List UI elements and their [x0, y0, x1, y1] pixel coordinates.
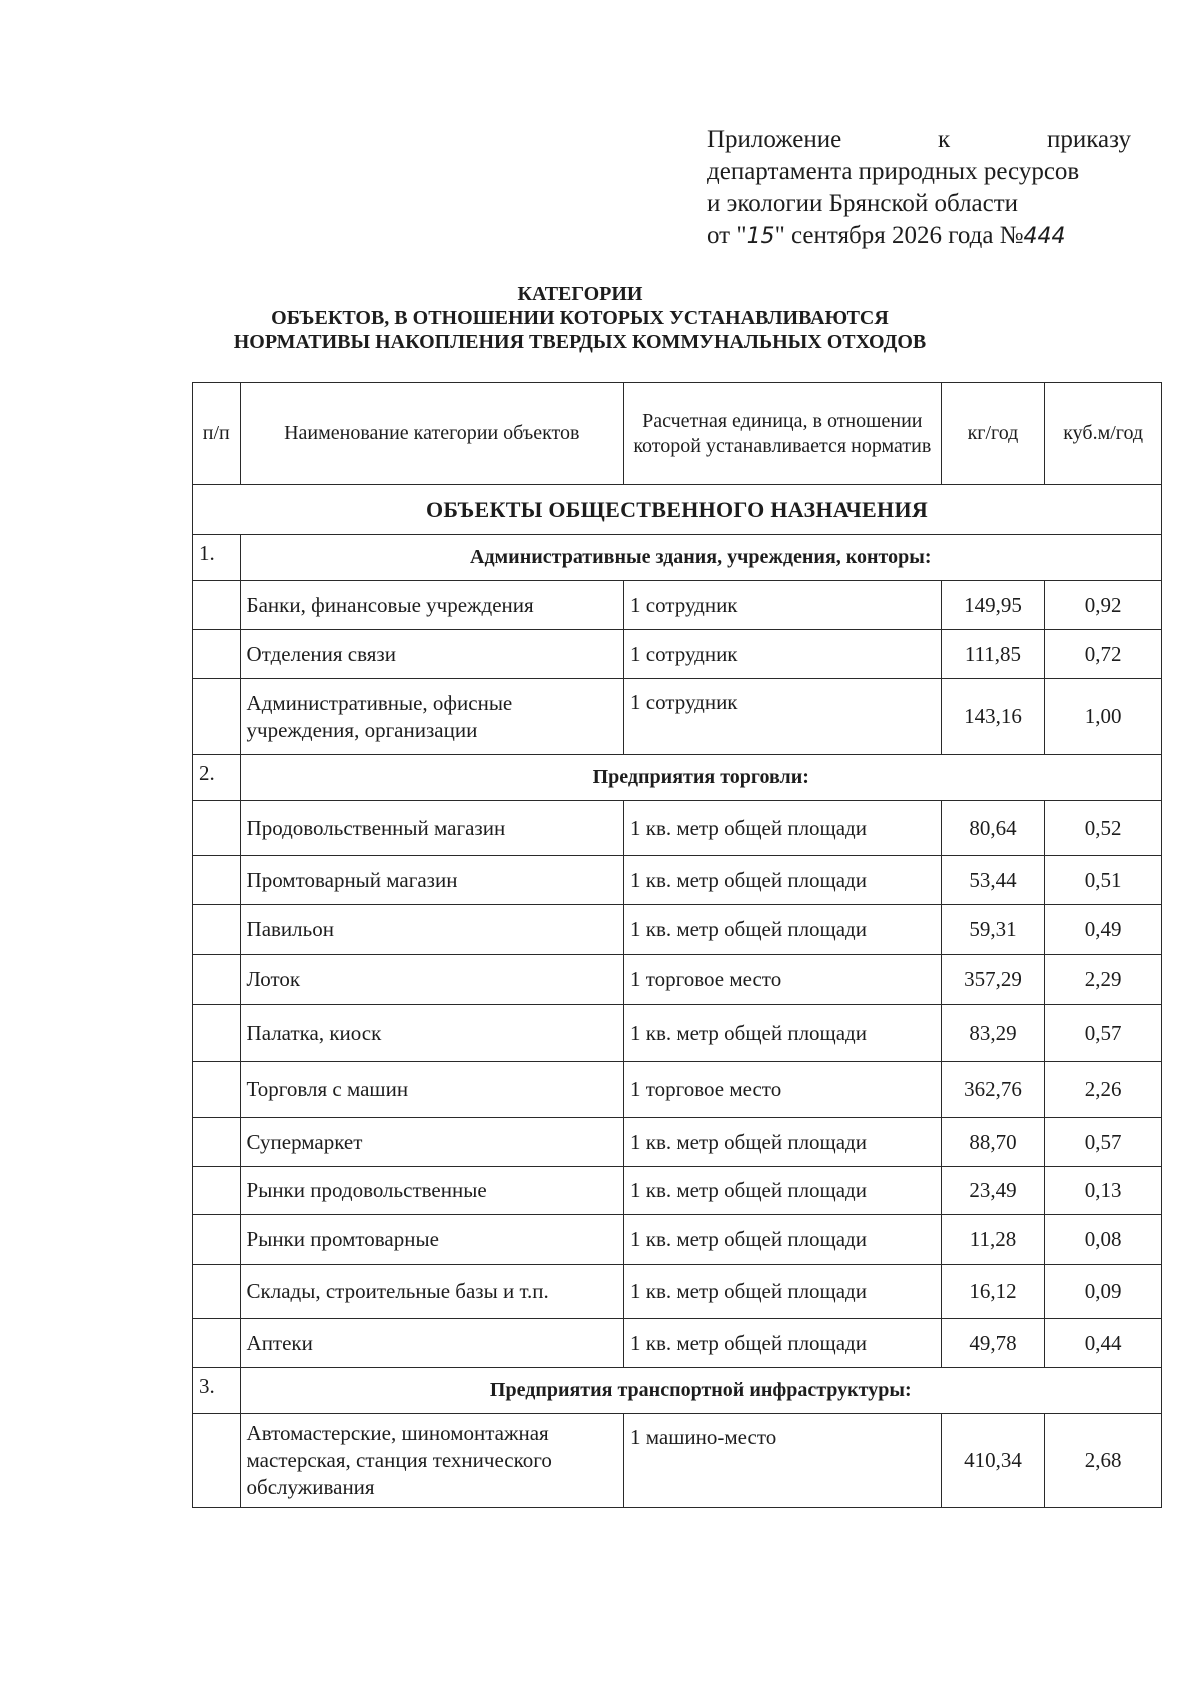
- category-name-cell: Рынки продовольственные: [240, 1167, 623, 1215]
- table-row: [193, 1118, 1162, 1167]
- kg-per-year-cell: 11,28: [941, 1215, 1045, 1265]
- title-line-3: НОРМАТИВЫ НАКОПЛЕНИЯ ТВЕРДЫХ КОММУНАЛЬНЫХ ОТХОДОВ: [233, 331, 927, 353]
- row-number-cell: [193, 955, 241, 1005]
- m3-per-year-cell: 0,51: [1045, 856, 1162, 905]
- category-name-cell: Аптеки: [240, 1319, 623, 1368]
- kg-per-year-cell: 23,49: [941, 1167, 1045, 1215]
- category-name-cell: Рынки промтоварные: [240, 1215, 623, 1265]
- unit-cell: 1 машино-место: [624, 1414, 942, 1508]
- row-number-cell: [193, 1118, 241, 1167]
- m3-per-year-cell: 0,57: [1045, 1005, 1162, 1062]
- unit-cell: 1 торговое место: [624, 1062, 942, 1118]
- kg-per-year-cell: 83,29: [941, 1005, 1045, 1062]
- table-row: [193, 1215, 1162, 1265]
- unit-cell: 1 кв. метр общей площади: [624, 856, 942, 905]
- row-number-cell: [193, 581, 241, 630]
- unit-cell: 1 сотрудник: [624, 679, 942, 755]
- category-name-cell: Продовольственный магазин: [240, 801, 623, 856]
- category-name-cell: Супермаркет: [240, 1118, 623, 1167]
- unit-cell: 1 кв. метр общей площади: [624, 1215, 942, 1265]
- unit-cell: 1 кв. метр общей площади: [624, 1005, 942, 1062]
- unit-cell: 1 торговое место: [624, 955, 942, 1005]
- kg-per-year-cell: 59,31: [941, 905, 1045, 955]
- appendix-word: к: [938, 126, 951, 153]
- row-number-cell: [193, 679, 241, 755]
- unit-cell: 1 кв. метр общей площади: [624, 1118, 942, 1167]
- m3-per-year-cell: 2,26: [1045, 1062, 1162, 1118]
- unit-cell: 1 кв. метр общей площади: [624, 905, 942, 955]
- m3-per-year-cell: 0,08: [1045, 1215, 1162, 1265]
- unit-cell: 1 кв. метр общей площади: [624, 1167, 942, 1215]
- kg-per-year-cell: 362,76: [941, 1062, 1045, 1118]
- row-number-cell: [193, 1319, 241, 1368]
- group-title: Административные здания, учреждения, конторы:: [240, 535, 1161, 581]
- appendix-word: приказу: [1047, 126, 1131, 153]
- kg-per-year-cell: 410,34: [941, 1414, 1045, 1508]
- group-title: Предприятия транспортной инфраструктуры:: [240, 1368, 1161, 1414]
- m3-per-year-cell: 0,57: [1045, 1118, 1162, 1167]
- header-num: п/п: [193, 383, 241, 485]
- table-row: [193, 1265, 1162, 1319]
- document-title: [180, 282, 980, 354]
- unit-cell: 1 кв. метр общей площади: [624, 1319, 942, 1368]
- table-row: [193, 955, 1162, 1005]
- header-m3: куб.м/год: [1045, 383, 1162, 485]
- category-name-cell: Склады, строительные базы и т.п.: [240, 1265, 623, 1319]
- row-number-cell: [193, 1062, 241, 1118]
- header-name: Наименование категории объектов: [240, 383, 623, 485]
- table-row: [193, 1319, 1162, 1368]
- row-number-cell: [193, 1005, 241, 1062]
- m3-per-year-cell: 1,00: [1045, 679, 1162, 755]
- unit-cell: 1 сотрудник: [624, 630, 942, 679]
- norms-table: [192, 382, 1162, 1508]
- kg-per-year-cell: 357,29: [941, 955, 1045, 1005]
- m3-per-year-cell: 0,49: [1045, 905, 1162, 955]
- group-number: 2.: [193, 755, 241, 801]
- group-title: Предприятия торговли:: [240, 755, 1161, 801]
- appendix-line-3: и экологии Брянской области: [707, 190, 1019, 217]
- category-name-cell: Автомастерские, шиномонтажная мастерская, станция технического обслуживания: [240, 1414, 623, 1508]
- date-middle: " сентября 2026 года №: [774, 222, 1024, 249]
- appendix-word: Приложение: [707, 126, 842, 153]
- kg-per-year-cell: 49,78: [941, 1319, 1045, 1368]
- title-line-1: КАТЕГОРИИ: [517, 283, 643, 305]
- unit-cell: 1 кв. метр общей площади: [624, 1265, 942, 1319]
- section-title: ОБЪЕКТЫ ОБЩЕСТВЕННОГО НАЗНАЧЕНИЯ: [193, 485, 1162, 535]
- group-row: [193, 1368, 1162, 1414]
- group-number: 3.: [193, 1368, 241, 1414]
- m3-per-year-cell: 0,72: [1045, 630, 1162, 679]
- category-name-cell: Административные, офисные учреждения, организации: [240, 679, 623, 755]
- row-number-cell: [193, 856, 241, 905]
- m3-per-year-cell: 2,68: [1045, 1414, 1162, 1508]
- category-name-cell: Павильон: [240, 905, 623, 955]
- kg-per-year-cell: 16,12: [941, 1265, 1045, 1319]
- row-number-cell: [193, 1265, 241, 1319]
- category-name-cell: Палатка, киоск: [240, 1005, 623, 1062]
- table-row: [193, 679, 1162, 755]
- row-number-cell: [193, 1167, 241, 1215]
- table-row: [193, 801, 1162, 856]
- m3-per-year-cell: 0,92: [1045, 581, 1162, 630]
- table-row: [193, 905, 1162, 955]
- row-number-cell: [193, 630, 241, 679]
- m3-per-year-cell: 0,13: [1045, 1167, 1162, 1215]
- appendix-line-1: [707, 124, 1131, 156]
- table-row: [193, 581, 1162, 630]
- m3-per-year-cell: 0,52: [1045, 801, 1162, 856]
- kg-per-year-cell: 88,70: [941, 1118, 1045, 1167]
- unit-cell: 1 кв. метр общей площади: [624, 801, 942, 856]
- appendix-line-2: департамента природных ресурсов: [707, 158, 1080, 185]
- category-name-cell: Отделения связи: [240, 630, 623, 679]
- appendix-date-line: [707, 220, 1131, 253]
- row-number-cell: [193, 1215, 241, 1265]
- group-number: 1.: [193, 535, 241, 581]
- table-row: [193, 1167, 1162, 1215]
- category-name-cell: Промтоварный магазин: [240, 856, 623, 905]
- section-row: [193, 485, 1162, 535]
- row-number-cell: [193, 1414, 241, 1508]
- header-unit: Расчетная единица, в отношении которой устанавливается норматив: [624, 383, 942, 485]
- appendix-header: [707, 124, 1131, 253]
- row-number-cell: [193, 801, 241, 856]
- title-line-2: ОБЪЕКТОВ, В ОТНОШЕНИИ КОТОРЫХ УСТАНАВЛИВАЮТСЯ: [271, 307, 889, 329]
- category-name-cell: Торговля с машин: [240, 1062, 623, 1118]
- m3-per-year-cell: 0,09: [1045, 1265, 1162, 1319]
- table-row: [193, 1005, 1162, 1062]
- table-row: [193, 1062, 1162, 1118]
- kg-per-year-cell: 149,95: [941, 581, 1045, 630]
- kg-per-year-cell: 111,85: [941, 630, 1045, 679]
- kg-per-year-cell: 143,16: [941, 679, 1045, 755]
- group-row: [193, 755, 1162, 801]
- category-name-cell: Банки, финансовые учреждения: [240, 581, 623, 630]
- table-row: [193, 1414, 1162, 1508]
- category-name-cell: Лоток: [240, 955, 623, 1005]
- row-number-cell: [193, 905, 241, 955]
- group-row: [193, 535, 1162, 581]
- table-header-row: [193, 383, 1162, 485]
- m3-per-year-cell: 0,44: [1045, 1319, 1162, 1368]
- header-kg: кг/год: [941, 383, 1045, 485]
- date-prefix: от ": [707, 222, 747, 249]
- handwritten-day: 15: [746, 224, 775, 249]
- unit-cell: 1 сотрудник: [624, 581, 942, 630]
- m3-per-year-cell: 2,29: [1045, 955, 1162, 1005]
- handwritten-order-number: 444: [1023, 224, 1066, 249]
- table-row: [193, 630, 1162, 679]
- kg-per-year-cell: 80,64: [941, 801, 1045, 856]
- table-row: [193, 856, 1162, 905]
- kg-per-year-cell: 53,44: [941, 856, 1045, 905]
